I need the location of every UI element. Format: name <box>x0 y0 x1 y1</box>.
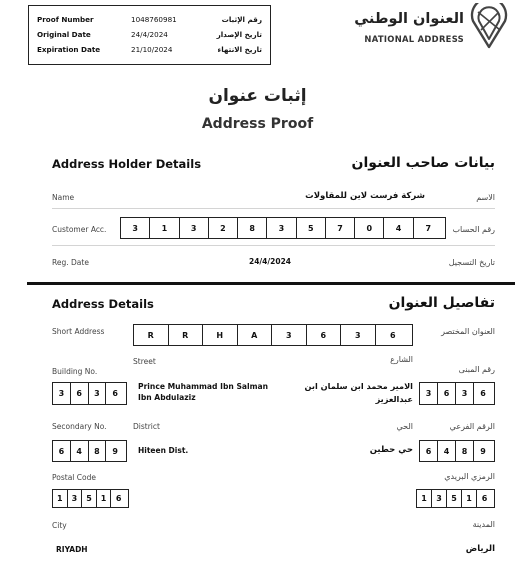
holder-heading-ar: بيانات صاحب العنوان <box>351 155 495 171</box>
street-name-en <box>138 381 268 403</box>
city-name-ar: الرياض <box>465 544 495 554</box>
address-heading-ar: تفاصيل العنوان <box>388 295 495 311</box>
building-digit-box: 6 <box>438 383 456 404</box>
street-label-ar: الشارع <box>390 355 413 364</box>
short-address-char-box: 6 <box>307 325 342 345</box>
short-address-char-box: R <box>134 325 169 345</box>
original-date-row <box>29 30 270 44</box>
building-digit-box: 6 <box>480 389 486 398</box>
page-title-ar: إثبات عنوان <box>208 86 307 106</box>
name-label-ar: الاسم <box>476 193 495 202</box>
short-address-label-ar: العنوان المختصر <box>441 327 495 336</box>
secondary-number-label: Secondary No. <box>52 422 107 431</box>
account-digit-box: 0 <box>355 218 384 238</box>
original-date-value: 24/4/2024 <box>131 30 168 39</box>
expiration-date-label-ar: تاريخ الانتهاء <box>217 45 262 54</box>
postal-digit-box: 3 <box>432 490 447 507</box>
building-number-label: Building No. <box>52 367 98 376</box>
postal-digit-box: 6 <box>481 494 488 503</box>
short-address-label: Short Address <box>52 327 105 336</box>
postal-code-boxes-ar <box>416 489 495 508</box>
account-digit-box: 1 <box>150 218 179 238</box>
short-address-char-box: R <box>169 325 204 345</box>
building-number-boxes-ar <box>419 382 495 405</box>
city-name-en: RIYADH <box>56 545 88 554</box>
secondary-number-boxes <box>52 440 127 462</box>
customer-account-boxes <box>120 217 446 239</box>
street-name-ar-line2: عبدالعزيز <box>375 394 413 404</box>
short-address-char-box: 6 <box>389 330 396 340</box>
secondary-digit-box: 4 <box>71 441 89 461</box>
reg-date-label: Reg. Date <box>52 258 89 267</box>
account-digit-box: 7 <box>425 223 432 233</box>
proof-number-label-ar: رقم الإثبات <box>221 15 262 24</box>
proof-number-value: 1048760981 <box>131 15 177 24</box>
district-label: District <box>133 422 160 431</box>
short-address-char-box: 3 <box>272 325 307 345</box>
customer-account-label-ar: رقم الحساب <box>452 225 495 234</box>
secondary-digit-box: 9 <box>480 446 486 456</box>
proof-info-box <box>28 5 271 65</box>
divider <box>52 208 495 209</box>
secondary-number-boxes-ar <box>419 440 495 462</box>
street-name-en-line1: Prince Muhammad Ibn Salman <box>138 382 269 391</box>
building-digit-box: 3 <box>456 383 474 404</box>
account-digit-box: 3 <box>121 218 150 238</box>
account-digit-box: 7 <box>326 218 355 238</box>
secondary-digit-box: 8 <box>89 441 107 461</box>
secondary-digit-box: 6 <box>53 441 71 461</box>
postal-digit-box: 6 <box>115 494 122 503</box>
expiration-date-row <box>29 45 270 59</box>
short-address-boxes <box>133 324 413 346</box>
postal-digit-box: 5 <box>447 490 462 507</box>
building-digit-box: 3 <box>53 383 71 404</box>
proof-number-label: Proof Number <box>37 15 94 24</box>
short-address-char-box: A <box>238 325 273 345</box>
short-address-char-box: H <box>203 325 238 345</box>
building-digit-box: 6 <box>71 383 89 404</box>
page-title: Address Proof <box>201 116 314 132</box>
building-digit-box: 6 <box>112 389 118 398</box>
account-digit-box: 8 <box>238 218 267 238</box>
account-digit-box: 3 <box>267 218 296 238</box>
logo-name-en: NATIONAL ADDRESS <box>364 34 464 44</box>
location-pin-icon <box>470 3 508 49</box>
short-address-char-box: 3 <box>341 325 376 345</box>
postal-code-label-ar: الرمزي البريدي <box>444 472 495 481</box>
account-digit-box: 3 <box>180 218 209 238</box>
postal-digit-box: 1 <box>97 490 112 507</box>
reg-date-value: 24/4/2024 <box>249 257 292 266</box>
street-name-ar <box>280 380 413 406</box>
section-divider <box>27 282 515 285</box>
street-label: Street <box>133 357 156 366</box>
divider <box>52 245 495 246</box>
district-name-en: Hiteen Dist. <box>138 446 189 455</box>
logo-name-ar: العنوان الوطني <box>354 11 464 27</box>
customer-account-label: Customer Acc. <box>52 225 107 234</box>
street-name-ar-line1: الامير محمد ابن سلمان ابن <box>304 381 413 391</box>
secondary-number-label-ar: الرقم الفرعي <box>449 422 495 431</box>
city-label-ar: المدينة <box>472 520 495 529</box>
name-label: Name <box>52 193 75 202</box>
building-digit-box: 3 <box>420 383 438 404</box>
postal-code-label: Postal Code <box>52 473 96 482</box>
name-value: شركة فرست لاين للمقاولات <box>305 191 425 201</box>
secondary-digit-box: 9 <box>112 446 118 456</box>
postal-digit-box: 5 <box>82 490 97 507</box>
district-name-ar: حي حطين <box>369 445 413 455</box>
original-date-label: Original Date <box>37 30 91 39</box>
expiration-date-label: Expiration Date <box>37 45 101 54</box>
postal-digit-box: 1 <box>53 490 68 507</box>
postal-digit-box: 3 <box>68 490 83 507</box>
secondary-digit-box: 6 <box>420 441 438 461</box>
city-label: City <box>52 521 67 530</box>
postal-digit-box: 1 <box>417 490 432 507</box>
address-heading: Address Details <box>52 297 154 311</box>
expiration-date-value: 21/10/2024 <box>131 45 173 54</box>
account-digit-box: 2 <box>209 218 238 238</box>
original-date-label-ar: تاريخ الإصدار <box>216 30 262 39</box>
street-name-en-line2: Ibn Abdulaziz <box>138 393 196 402</box>
postal-digit-box: 1 <box>462 490 477 507</box>
postal-code-boxes <box>52 489 129 508</box>
secondary-digit-box: 4 <box>438 441 456 461</box>
building-number-label-ar: رقم المبنى <box>458 365 495 374</box>
district-label-ar: الحي <box>396 422 413 431</box>
holder-heading: Address Holder Details <box>52 157 202 171</box>
building-digit-box: 3 <box>89 383 107 404</box>
account-digit-box: 4 <box>384 218 413 238</box>
account-digit-box: 5 <box>297 218 326 238</box>
building-number-boxes <box>52 382 127 405</box>
reg-date-label-ar: تاريخ التسجيل <box>448 258 495 267</box>
secondary-digit-box: 8 <box>456 441 474 461</box>
proof-number-row <box>29 15 270 29</box>
